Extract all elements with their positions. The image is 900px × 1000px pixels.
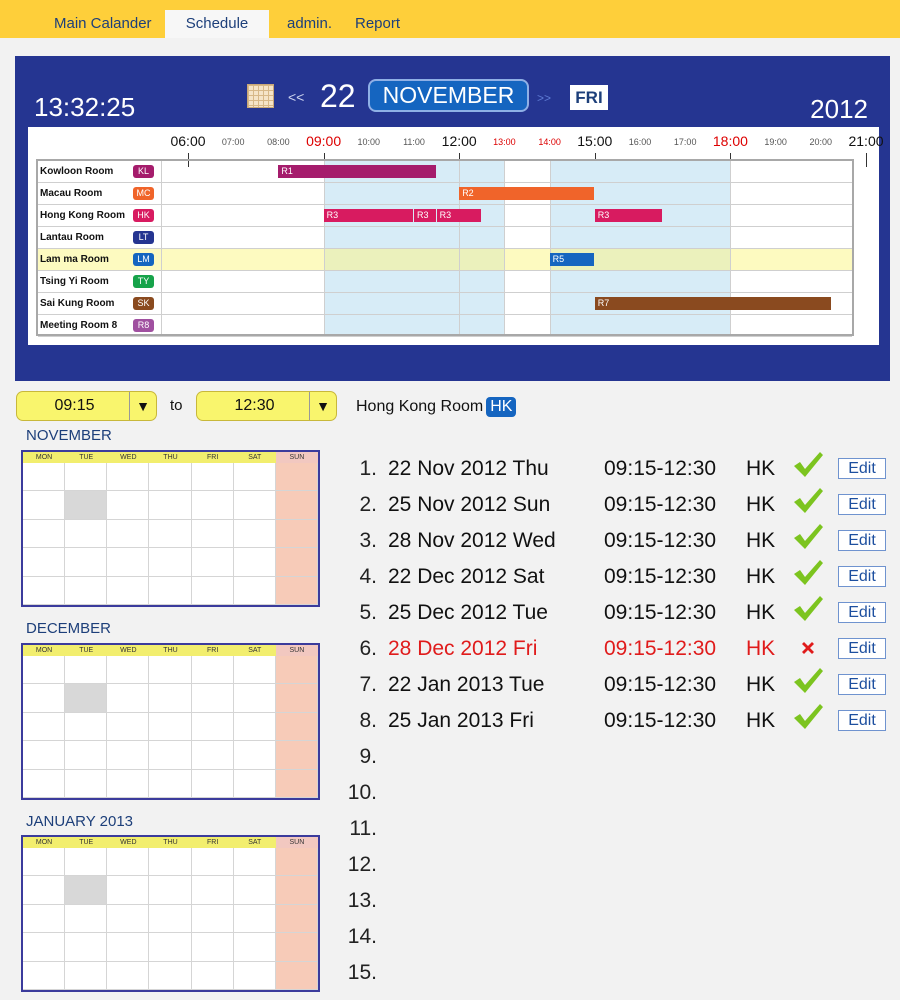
item-number: 1. [359,457,377,480]
room-badge: LM [133,253,154,266]
weekday-header: FRI [192,837,234,848]
tick-label: 17:00 [673,137,697,147]
calendar-day-cell[interactable] [65,491,107,519]
calendar-day-cell[interactable] [149,656,191,684]
calendar-day-cell[interactable] [23,933,65,961]
check-icon [792,701,824,731]
calendar-day-cell[interactable] [192,962,234,990]
calendar-day-cell[interactable] [149,491,191,519]
calendar-day-cell[interactable] [192,848,234,876]
tick-label: 21:00 [848,133,884,149]
item-room: HK [746,637,776,660]
calendar-day-cell[interactable] [107,848,149,876]
calendar-day-cell[interactable] [23,905,65,933]
weekday-header: SAT [234,645,276,656]
calendar-day-cell[interactable] [234,684,276,712]
calendar-day-cell[interactable] [276,876,318,904]
calendar-day-cell[interactable] [23,962,65,990]
item-number: 11. [349,817,377,840]
item-date: 22 Dec 2012 Sat [388,565,545,588]
calendar-day-cell[interactable] [107,962,149,990]
calendar-day-cell[interactable] [234,770,276,798]
calendar-day-cell[interactable] [234,577,276,605]
calendar-day-cell[interactable] [107,905,149,933]
calendar-day-cell[interactable] [192,933,234,961]
item-number: 3. [359,529,377,552]
booking-bar[interactable]: R3 [437,209,481,222]
calendar-day-cell[interactable] [107,741,149,769]
item-time: 09:15-12:30 [604,601,717,624]
calendar-day-cell[interactable] [65,577,107,605]
weekday-header: FRI [192,452,234,463]
timeline-grid [36,159,854,336]
calendar-day-cell[interactable] [276,848,318,876]
dropdown-arrow-icon[interactable]: ▼ [309,392,336,420]
item-room: HK [746,673,776,696]
tick-label: 16:00 [628,137,652,147]
calendar-title-december: DECEMBER [26,620,112,637]
item-number: 12. [347,853,377,876]
calendar-day-cell[interactable] [192,905,234,933]
item-time: 09:15-12:30 [604,529,717,552]
calendar-day-cell[interactable] [276,741,318,769]
weekday-header: TUE [65,645,107,656]
calendar-day-cell[interactable] [149,684,191,712]
calendar-day-cell[interactable] [149,770,191,798]
calendar-day-cell[interactable] [149,548,191,576]
calendar-day-cell[interactable] [276,684,318,712]
booking-bar[interactable]: R7 [595,297,831,310]
item-date: 25 Nov 2012 Sun [388,493,551,516]
calendar-day-cell[interactable] [234,848,276,876]
calendar-day-cell[interactable] [65,548,107,576]
tick-label: 12:00 [441,133,477,149]
item-number: 10. [347,781,377,804]
calendar-day-cell[interactable] [276,491,318,519]
weekday-header: WED [107,452,149,463]
clock: 13:32:25 [34,92,136,122]
booking-bar[interactable]: R2 [459,187,594,200]
item-date: 25 Jan 2013 Fri [388,709,534,732]
calendar-day-cell[interactable] [192,713,234,741]
calendar-day-cell[interactable] [107,548,149,576]
calendar-day-cell[interactable] [276,933,318,961]
calendar-day-cell[interactable] [149,876,191,904]
calendar-day-cell[interactable] [276,548,318,576]
room-label: Lam ma Room [40,254,109,265]
room-label: Tsing Yi Room [40,276,109,287]
tick-label: 13:00 [493,137,516,147]
item-number: 8. [359,709,377,732]
calendar-day-cell[interactable] [192,520,234,548]
tick-label: 15:00 [577,133,613,149]
room-name: Hong Kong Room [356,398,484,415]
item-room: HK [746,709,776,732]
weekday-header: MON [23,645,65,656]
mini-calendar-november[interactable] [21,450,320,607]
next-day-button[interactable]: >> [537,91,552,105]
tab-schedule[interactable]: Schedule [165,10,269,38]
room-label: Macau Room [40,188,103,199]
calendar-day-cell[interactable] [234,520,276,548]
calendar-day-cell[interactable] [23,770,65,798]
tick-label: 06:00 [170,133,206,149]
calendar-day-cell[interactable] [107,656,149,684]
calendar-day-cell[interactable] [107,520,149,548]
calendar-day-cell[interactable] [276,905,318,933]
tab-report[interactable]: Report [355,15,401,32]
calendar-day-cell[interactable] [192,656,234,684]
calendar-day-cell[interactable] [192,684,234,712]
room-selector[interactable] [356,397,516,417]
calendar-day-cell[interactable] [149,520,191,548]
booking-bar[interactable]: R3 [324,209,413,222]
weekday-badge: FRI [570,85,608,110]
tick-label: 10:00 [357,137,381,147]
calendar-day-cell[interactable] [276,713,318,741]
day-overview-panel [15,56,890,381]
edit-button[interactable]: Edit [838,494,886,515]
calendar-icon[interactable] [247,84,274,108]
calendar-day-cell[interactable] [65,876,107,904]
tick-label: 18:00 [712,133,748,149]
calendar-day-cell[interactable] [65,933,107,961]
calendar-day-cell[interactable] [107,491,149,519]
item-date: 28 Dec 2012 Fri [388,637,538,660]
room-badge: LT [133,231,154,244]
room-badge: KL [133,165,154,178]
tick-label: 19:00 [764,137,787,147]
check-icon [792,521,824,551]
month-button[interactable]: NOVEMBER [368,79,529,112]
room-badge: TY [133,275,154,288]
room-label: Hong Kong Room [40,210,125,221]
calendar-day-cell[interactable] [107,876,149,904]
item-number: 5. [359,601,377,624]
weekday-header: MON [23,837,65,848]
weekday-header: WED [107,837,149,848]
item-time: 09:15-12:30 [604,637,717,660]
calendar-day-cell[interactable] [23,577,65,605]
tick-label: 11:00 [403,137,425,147]
calendar-day-cell[interactable] [107,577,149,605]
calendar-day-cell[interactable] [192,770,234,798]
weekday-header: THU [149,452,191,463]
calendar-day-cell[interactable] [234,876,276,904]
check-icon [792,449,824,479]
calendar-day-cell[interactable] [234,962,276,990]
calendar-day-cell[interactable] [149,713,191,741]
item-room: HK [746,457,776,480]
item-date: 25 Dec 2012 Tue [388,601,548,624]
edit-button[interactable]: Edit [838,566,886,587]
calendar-day-cell[interactable] [234,463,276,491]
booking-bar[interactable]: R3 [595,209,662,222]
calendar-day-cell[interactable] [234,548,276,576]
weekday-header: TUE [65,837,107,848]
weekday-header: SAT [234,837,276,848]
calendar-title-january: JANUARY 2013 [26,813,134,830]
start-time-value: 09:15 [54,397,95,414]
item-number: 7. [359,673,377,696]
calendar-day-cell[interactable] [149,577,191,605]
dropdown-arrow-icon[interactable]: ▼ [129,392,156,420]
calendar-day-cell[interactable] [234,741,276,769]
room-timeline [28,127,884,345]
room-label: Lantau Room [40,232,104,243]
weekday-header: FRI [192,645,234,656]
item-room: HK [746,529,776,552]
calendar-day-cell[interactable] [23,876,65,904]
weekday-header: SAT [234,452,276,463]
calendar-day-cell[interactable] [23,713,65,741]
calendar-day-cell[interactable] [192,463,234,491]
calendar-day-cell[interactable] [23,848,65,876]
item-date: 22 Nov 2012 Thu [388,457,549,480]
edit-button[interactable]: Edit [838,674,886,695]
edit-button[interactable]: Edit [838,710,886,731]
calendar-day-cell[interactable] [276,770,318,798]
calendar-day-cell[interactable] [192,491,234,519]
calendar-day-cell[interactable] [23,548,65,576]
calendar-day-cell[interactable] [149,848,191,876]
weekday-header: MON [23,452,65,463]
room-badge: SK [133,297,154,310]
calendar-day-cell[interactable] [234,656,276,684]
calendar-day-cell[interactable] [192,548,234,576]
year-label: 2012 [810,94,868,124]
start-time-select[interactable] [16,391,157,421]
calendar-day-cell[interactable] [276,656,318,684]
calendar-day-cell[interactable] [149,933,191,961]
calendar-day-cell[interactable] [149,741,191,769]
calendar-day-cell[interactable] [149,463,191,491]
calendar-day-cell[interactable] [65,905,107,933]
calendar-day-cell[interactable] [276,962,318,990]
weekday-header: SUN [276,452,318,463]
top-nav [0,0,900,38]
weekday-header: SUN [276,645,318,656]
item-room: HK [746,565,776,588]
calendar-day-cell[interactable] [234,905,276,933]
edit-button[interactable]: Edit [838,638,886,659]
item-number: 15. [347,961,377,984]
item-number: 2. [359,493,377,516]
weekday-header: TUE [65,452,107,463]
calendar-day-cell[interactable] [65,520,107,548]
calendar-day-cell[interactable] [65,713,107,741]
calendar-day-cell[interactable] [65,684,107,712]
edit-button[interactable]: Edit [838,602,886,623]
item-time: 09:15-12:30 [604,457,717,480]
tick-label: 08:00 [267,137,290,147]
calendar-day-cell[interactable] [107,713,149,741]
item-room: HK [746,601,776,624]
calendar-day-cell[interactable] [65,656,107,684]
room-badge: MC [133,187,154,200]
item-number: 14. [347,925,377,948]
to-label: to [170,397,183,414]
calendar-day-cell[interactable] [234,491,276,519]
calendar-day-cell[interactable] [23,520,65,548]
calendar-day-cell[interactable] [107,684,149,712]
calendar-day-cell[interactable] [149,962,191,990]
weekday-header: SUN [276,837,318,848]
calendar-day-cell[interactable] [276,577,318,605]
edit-button[interactable]: Edit [838,530,886,551]
calendar-day-cell[interactable] [23,656,65,684]
calendar-day-cell[interactable] [276,463,318,491]
check-icon [792,557,824,587]
calendar-day-cell[interactable] [107,770,149,798]
tick-label: 07:00 [221,137,245,147]
room-code-badge: HK [486,397,516,417]
calendar-day-cell[interactable] [192,741,234,769]
cross-icon [792,629,824,659]
end-time-value: 12:30 [234,397,275,414]
calendar-day-cell[interactable] [65,770,107,798]
booking-bar[interactable]: R3 [414,209,436,222]
item-date: 28 Nov 2012 Wed [388,529,556,552]
item-number: 4. [359,565,377,588]
booking-bar[interactable]: R1 [278,165,435,178]
room-label: Meeting Room 8 [40,320,118,331]
calendar-day-cell[interactable] [192,577,234,605]
calendar-day-cell[interactable] [234,713,276,741]
tick-mark [866,153,867,167]
end-time-select[interactable] [196,391,337,421]
calendar-day-cell[interactable] [65,463,107,491]
mini-calendar-december[interactable] [21,643,320,800]
item-time: 09:15-12:30 [604,493,717,516]
mini-calendar-january[interactable] [21,835,320,992]
item-room: HK [746,493,776,516]
room-badge: R8 [133,319,154,332]
current-day: 22 [320,78,356,114]
calendar-day-cell[interactable] [107,933,149,961]
check-icon [792,665,824,695]
check-icon [792,593,824,623]
tick-label: 14:00 [538,137,561,147]
weekday-header: THU [149,837,191,848]
calendar-day-cell[interactable] [23,463,65,491]
room-badge: HK [133,209,154,222]
grid-line [324,161,325,334]
room-label: Sai Kung Room [40,298,115,309]
calendar-day-cell[interactable] [149,905,191,933]
item-date: 22 Jan 2013 Tue [388,673,545,696]
weekday-header: THU [149,645,191,656]
room-label: Kowloon Room [40,166,114,177]
item-number: 13. [347,889,377,912]
item-time: 09:15-12:30 [604,565,717,588]
calendar-day-cell[interactable] [234,933,276,961]
calendar-day-cell[interactable] [276,520,318,548]
tick-label: 09:00 [306,133,342,149]
calendar-day-cell[interactable] [65,848,107,876]
item-number: 9. [359,745,377,768]
check-icon [792,485,824,515]
item-time: 09:15-12:30 [604,673,717,696]
tick-label: 20:00 [809,137,833,147]
calendar-day-cell[interactable] [65,741,107,769]
calendar-day-cell[interactable] [65,962,107,990]
item-number: 6. [359,637,377,660]
calendar-day-cell[interactable] [23,684,65,712]
calendar-day-cell[interactable] [107,463,149,491]
calendar-day-cell[interactable] [23,491,65,519]
tab-main-calander[interactable]: Main Calander [54,15,152,32]
calendar-day-cell[interactable] [192,876,234,904]
item-time: 09:15-12:30 [604,709,717,732]
booking-bar[interactable]: R5 [550,253,594,266]
calendar-day-cell[interactable] [23,741,65,769]
calendar-title-november: NOVEMBER [26,427,112,444]
label-divider [161,161,162,334]
weekday-header: WED [107,645,149,656]
prev-day-button[interactable]: << [288,89,305,105]
edit-button[interactable]: Edit [838,458,886,479]
tab-admin[interactable]: admin. [287,15,333,32]
